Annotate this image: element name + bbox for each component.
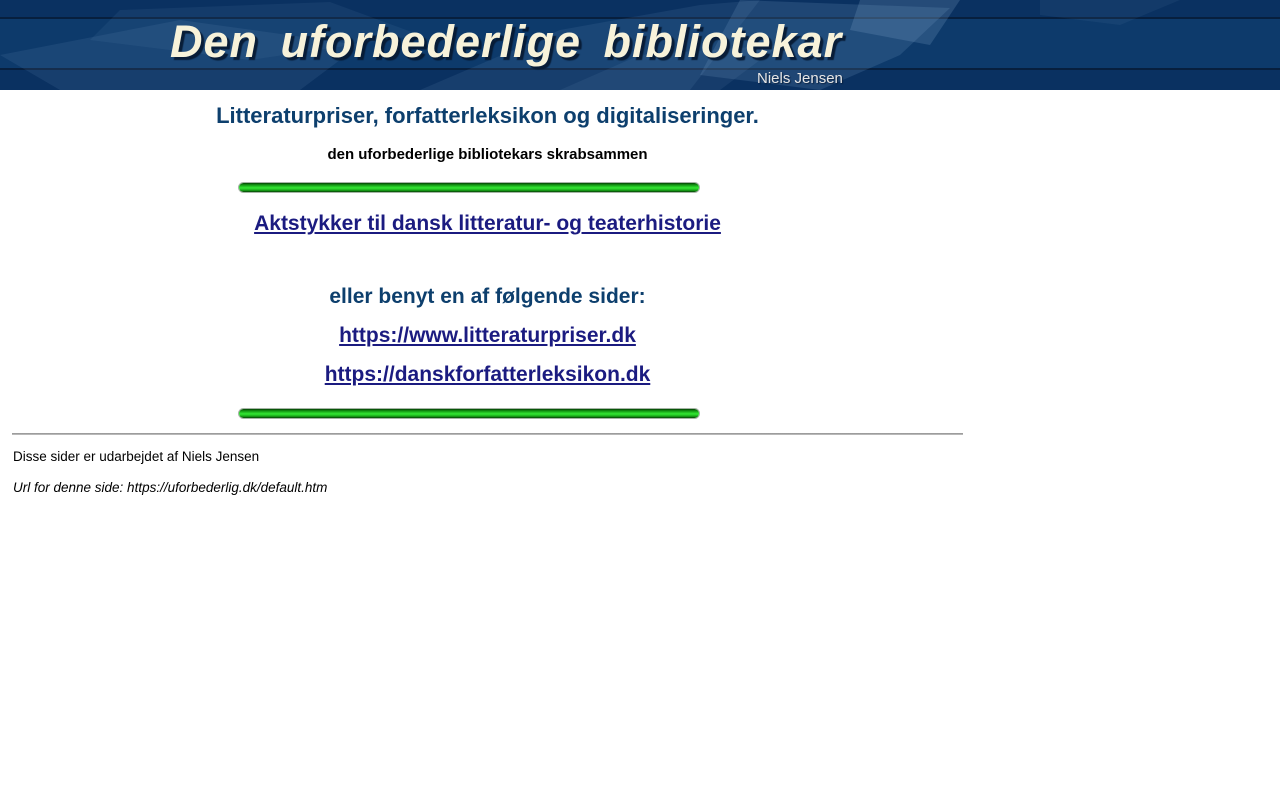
alt-sites-heading: eller benyt en af følgende sider: xyxy=(329,284,646,308)
footer-credit: Disse sider er udarbejdet af Niels Jensen xyxy=(13,449,260,465)
link-aktstykker[interactable]: Aktstykker til dansk litteratur- og teaterhistorie xyxy=(254,212,721,236)
footer-url: Url for denne side: https://uforbederlig.dk/default.htm xyxy=(13,479,328,495)
site-title: Den uforbederlige bibliotekar xyxy=(170,16,843,67)
link-danskforfatterleksikon[interactable]: https://danskforfatterleksikon.dk xyxy=(324,363,651,387)
main-content xyxy=(12,103,963,496)
page-subtitle: den uforbederlige bibliotekars skrabsammen xyxy=(327,146,648,164)
link-litteraturpriser[interactable]: https://www.litteraturpriser.dk xyxy=(339,323,636,347)
green-divider-bar-top xyxy=(239,183,699,192)
page-title: Litteraturpriser, forfatterleksikon og digitaliseringer. xyxy=(216,103,759,128)
footer-divider xyxy=(12,433,963,435)
banner-author-label: Niels Jensen xyxy=(757,70,843,87)
green-divider-bar-bottom xyxy=(239,409,699,418)
site-banner xyxy=(0,0,1280,90)
